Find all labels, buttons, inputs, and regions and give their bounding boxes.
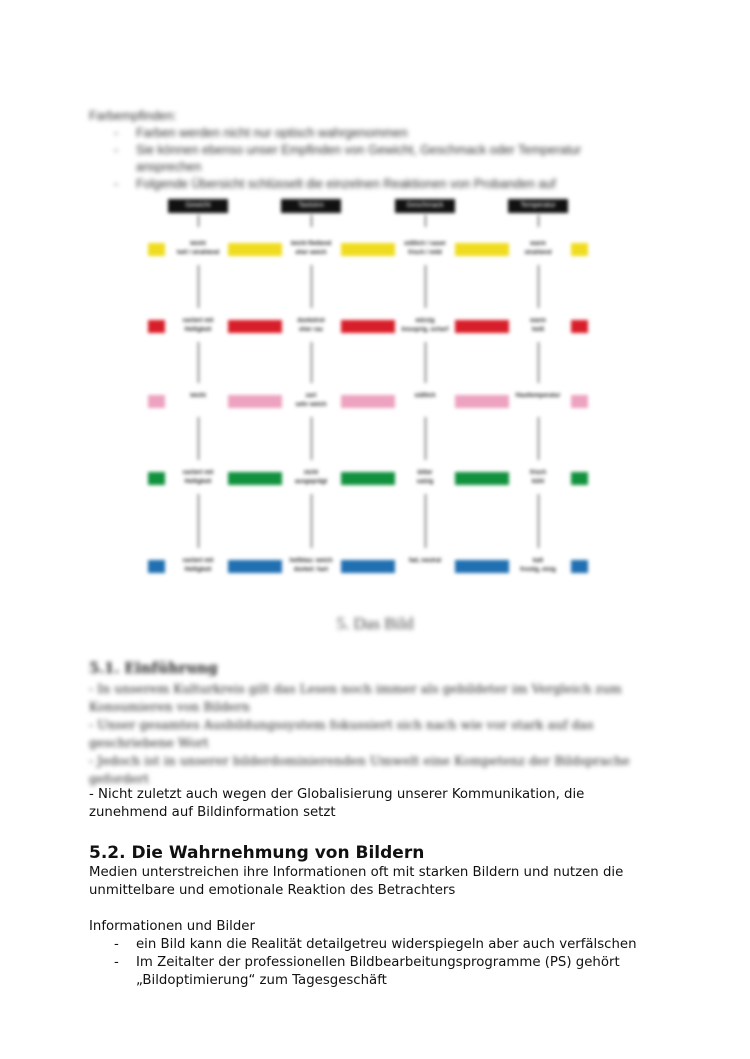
color-bar [341, 320, 395, 333]
table-cell: fad, neutral [408, 558, 442, 564]
color-bar [571, 472, 588, 485]
section-title: 5.2. Die Wahrnehmung von Bildern [89, 843, 425, 863]
table-header: Temperatur [508, 199, 568, 213]
color-bar [455, 243, 509, 256]
intro-bullet-list [89, 125, 649, 193]
color-bar [571, 395, 588, 408]
table-cell: Hauttemperatur [515, 393, 561, 399]
bullet-item: - Im Zeitalter der professionellen Bildbearbeitungsprogramme (PS) gehört „Bildoptimierung“ zum Tagesgeschäft [89, 954, 659, 990]
bullet-list [89, 936, 659, 990]
table-header: Tastsinn [281, 199, 341, 213]
connector-line [311, 494, 312, 548]
color-bar [228, 472, 282, 485]
table-cell: würzig knusprig, scharf [401, 318, 449, 333]
section-line: - Nicht zuletzt auch wegen der Globalisierung unserer Kommunikation, die zunehmend auf Bildinformation setzt [89, 787, 585, 820]
table-header: Geschmack [395, 199, 455, 213]
table-cell: dunkelrot eher rau [297, 318, 325, 333]
table-cell: leicht hell / strahlend [176, 241, 220, 256]
table-cell: nicht ausgeprägt [294, 470, 328, 485]
table-cell: variiert mit Helligkeit [182, 470, 214, 485]
intro-section [89, 108, 649, 193]
color-bar [341, 395, 395, 408]
section-title: 5.1. Einführung [89, 660, 218, 677]
connector-line [425, 342, 426, 383]
connector-line [198, 265, 199, 308]
connector-line [538, 265, 539, 308]
connector-line [425, 265, 426, 308]
chapter-heading: 5. Das Bild [336, 614, 414, 633]
connector-line [198, 215, 199, 227]
table-cell: bitter salzig [416, 470, 434, 485]
connector-line [538, 417, 539, 460]
table-cell: süßlich [414, 393, 436, 399]
color-bar [455, 320, 509, 333]
table-cell: frisch kühl [529, 470, 547, 485]
intro-bullet: - Folgende Übersicht schlüsselt die einzelnen Reaktionen von Probanden auf [89, 176, 649, 193]
color-bar [228, 243, 282, 256]
connector-line [311, 342, 312, 383]
section-line: - In unserem Kulturkreis gilt das Lesen noch immer als gebildeter im Vergleich zum Konsumieren von Bildern [89, 681, 622, 714]
subheading: Informationen und Bilder [89, 919, 255, 934]
sharp-text-section [89, 786, 659, 990]
color-bar [228, 320, 282, 333]
intro-heading: Farbempfinden: [89, 109, 177, 123]
table-cell: variiert mit Helligkeit [182, 558, 214, 573]
connector-line [198, 342, 199, 383]
connector-line [311, 265, 312, 308]
table-cell: warm heiß [530, 318, 546, 333]
connector-line [425, 417, 426, 460]
section-5-1 [89, 660, 659, 788]
connector-line [425, 215, 426, 227]
connector-line [538, 494, 539, 548]
connector-line [198, 494, 199, 548]
intro-bullet: - Sie können ebenso unser Empfinden von Gewicht, Geschmack oder Temperatur ansprechen [89, 142, 649, 176]
connector-line [198, 417, 199, 460]
table-cell: warm strahlend [524, 241, 552, 256]
color-bar [571, 243, 588, 256]
bullet-item: - ein Bild kann die Realität detailgetreu widerspiegeln aber auch verfälschen [89, 936, 659, 954]
color-reaction-table [148, 195, 588, 585]
table-cell: süßlich / sauer frisch / mild [403, 241, 446, 256]
table-cell: leicht [190, 393, 206, 399]
table-cell: kalt frostig, eisig [520, 558, 556, 573]
color-bar [228, 560, 282, 573]
section-paragraph: Medien unterstreichen ihre Informationen oft mit starken Bildern und nutzen die unmittelbare und emotionale Reaktion des Betrachters [89, 865, 624, 898]
connector-line [538, 215, 539, 227]
table-cell: zart sehr weich [295, 393, 327, 408]
color-bar [341, 560, 395, 573]
color-bar [455, 472, 509, 485]
color-bar [455, 395, 509, 408]
connector-line [425, 494, 426, 548]
section-line: - Jedoch ist in unserer bilderdominierenden Umwelt eine Kompetenz der Bildsprache gefordert [89, 753, 630, 786]
color-bar [341, 243, 395, 256]
color-bar [571, 560, 588, 573]
color-bar [341, 472, 395, 485]
color-bar [228, 395, 282, 408]
table-header: Gewicht [168, 199, 228, 213]
connector-line [538, 342, 539, 383]
section-line: - Unser gesamtes Ausbildungssystem fokussiert sich nach wie vor stark auf das geschriebene Wort [89, 717, 594, 750]
table-cell: variiert mit Helligkeit [182, 318, 214, 333]
table-cell: hellblau: weich dunkel: hart [289, 558, 333, 573]
table-cell: leicht fließend eher weich [290, 241, 332, 256]
connector-line [311, 215, 312, 227]
intro-bullet: - Farben werden nicht nur optisch wahrgenommen [89, 125, 649, 142]
color-bar [571, 320, 588, 333]
connector-line [311, 417, 312, 460]
color-bar [455, 560, 509, 573]
